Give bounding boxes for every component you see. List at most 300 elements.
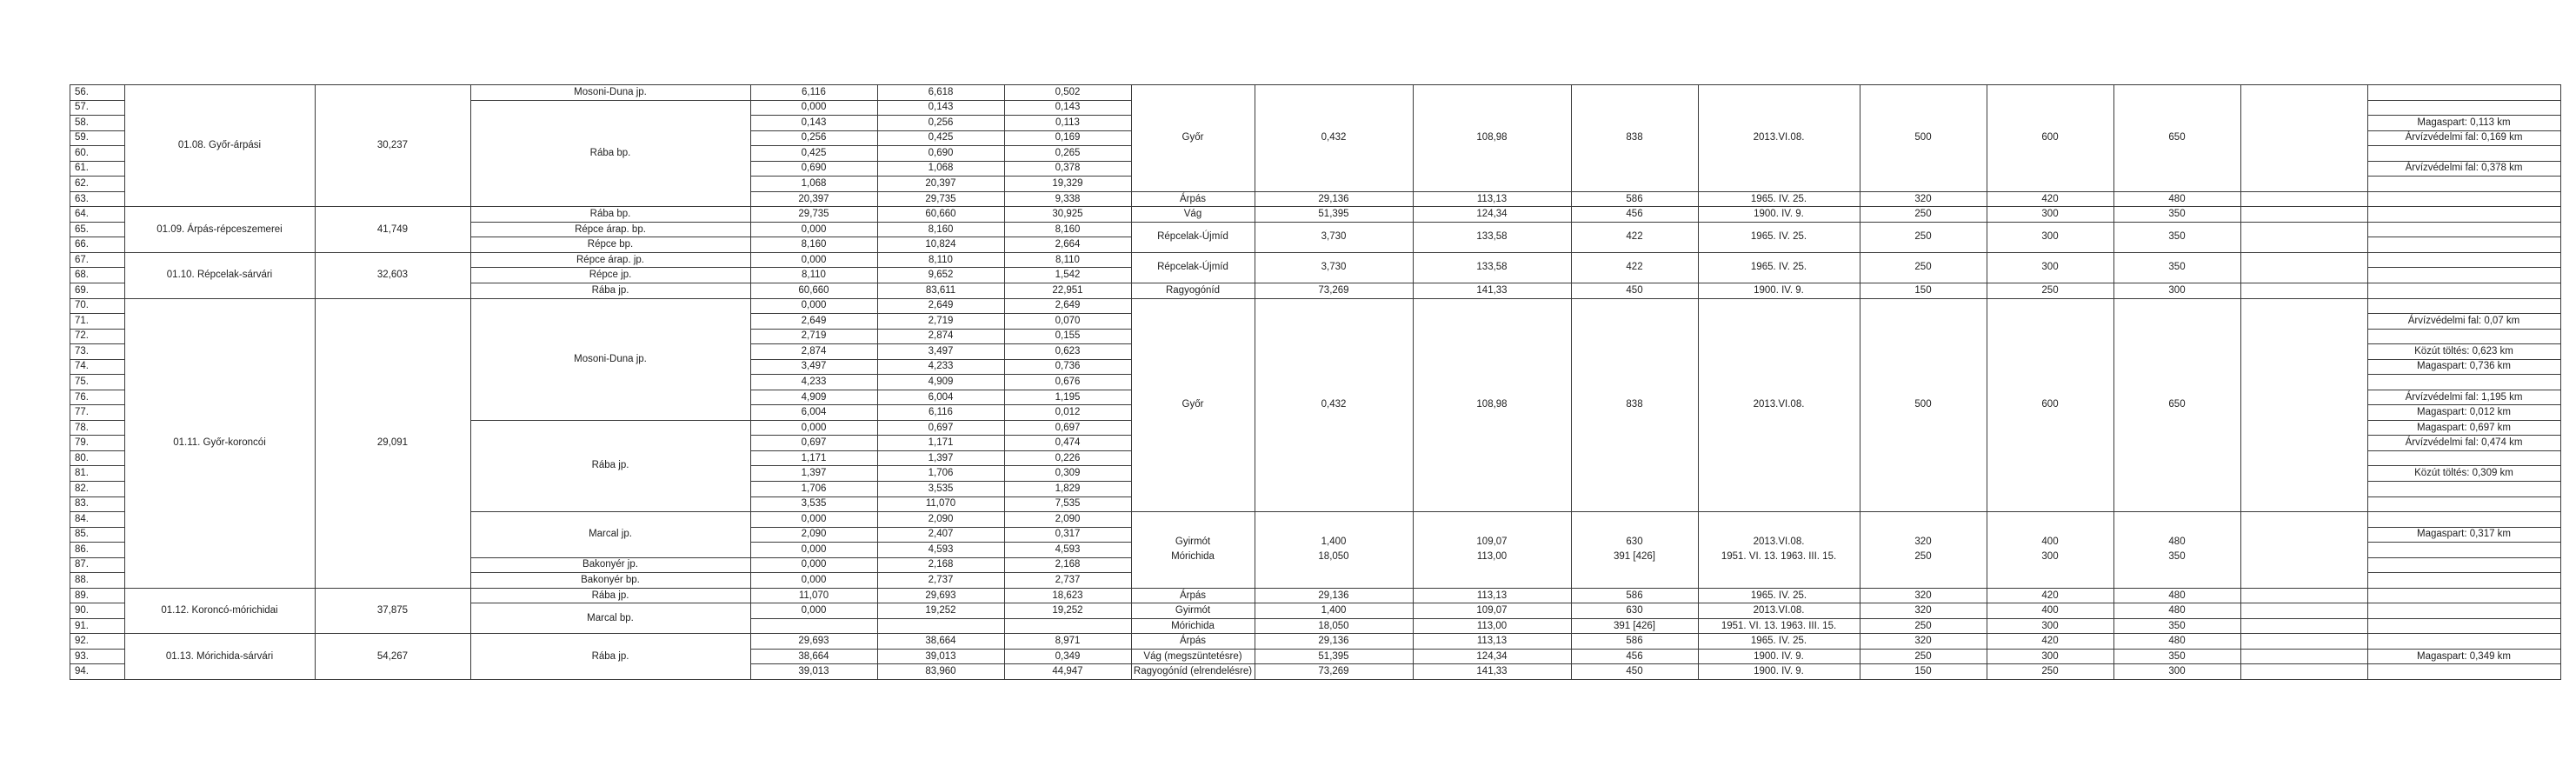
grid-line bbox=[2367, 404, 2561, 405]
grid-line bbox=[1131, 588, 1255, 589]
grid-line bbox=[470, 298, 751, 299]
grid-line bbox=[750, 527, 878, 528]
grid-line bbox=[70, 542, 125, 543]
to-km: 29,735 bbox=[925, 193, 956, 204]
from-km: 0,697 bbox=[801, 437, 827, 449]
grid-line bbox=[877, 481, 1005, 482]
grid-line bbox=[750, 649, 878, 650]
from-km: 29,693 bbox=[798, 636, 829, 647]
grid-line bbox=[877, 618, 1005, 619]
grid-line bbox=[2113, 588, 2241, 589]
row-number: 90. bbox=[75, 605, 89, 616]
grid-line bbox=[315, 298, 471, 299]
grid-line bbox=[70, 222, 125, 223]
highest-level: 391 [426] bbox=[1614, 620, 1655, 631]
record-date: 1900. IV. 9. bbox=[1754, 209, 1804, 220]
grid-line bbox=[2240, 252, 2368, 253]
grid-line bbox=[1255, 511, 1414, 512]
length-km: 4,593 bbox=[1055, 543, 1081, 555]
grid-line bbox=[877, 343, 1005, 344]
length-km: 8,971 bbox=[1055, 636, 1081, 647]
alert-level-1: 250 bbox=[1914, 209, 1932, 220]
from-km: 0,000 bbox=[801, 422, 827, 433]
gauge-zero: 108,98 bbox=[1476, 399, 1508, 410]
grid-line bbox=[1004, 252, 1132, 253]
grid-line bbox=[1004, 313, 1132, 314]
length-km: 9,338 bbox=[1055, 193, 1081, 204]
grid-line bbox=[1987, 191, 2114, 192]
structure-note: Árvízvédelmi fal: 0,474 km bbox=[2405, 437, 2523, 449]
length-km: 0,113 bbox=[1055, 117, 1080, 128]
grid-line bbox=[70, 298, 125, 299]
record-date: 1900. IV. 9. bbox=[1754, 650, 1804, 662]
grid-line bbox=[2367, 374, 2561, 375]
river-bank: Mosoni-Duna jp. bbox=[574, 86, 647, 97]
from-km: 4,909 bbox=[801, 391, 827, 403]
alert-level-1: 320 bbox=[1914, 605, 1932, 616]
structure-note: Magaspart: 0,349 km bbox=[2416, 650, 2512, 662]
to-km: 2,090 bbox=[928, 513, 954, 524]
section-length: 41,749 bbox=[376, 223, 409, 235]
gauge-station: Győr bbox=[1181, 132, 1204, 143]
grid-line bbox=[1004, 115, 1132, 116]
grid-line bbox=[877, 496, 1005, 497]
grid-line bbox=[70, 420, 125, 421]
alert-level-1: 150 bbox=[1914, 284, 1932, 296]
grid-line bbox=[2367, 481, 2561, 482]
grid-line bbox=[2240, 511, 2368, 512]
structure-note: Magaspart: 0,317 km bbox=[2416, 529, 2512, 540]
grid-line bbox=[70, 176, 125, 177]
alert-level-2: 420 bbox=[2041, 636, 2059, 647]
from-km: 11,070 bbox=[798, 590, 829, 601]
river-km: 0,432 bbox=[1321, 132, 1347, 143]
grid-line bbox=[2240, 633, 2368, 634]
grid-line bbox=[2240, 298, 2368, 299]
grid-line bbox=[2367, 496, 2561, 497]
grid-line bbox=[877, 298, 1005, 299]
river-km: 3,730 bbox=[1321, 231, 1347, 243]
grid-line bbox=[877, 572, 1005, 573]
grid-line bbox=[2240, 663, 2368, 664]
grid-line bbox=[1860, 633, 1987, 634]
grid-line bbox=[1004, 633, 1132, 634]
grid-line bbox=[750, 633, 878, 634]
row-number: 83. bbox=[75, 498, 89, 510]
length-km: 0,143 bbox=[1055, 102, 1081, 113]
grid-line bbox=[877, 465, 1005, 466]
river-bank: Rába jp. bbox=[591, 590, 629, 601]
to-km: 2,407 bbox=[928, 529, 954, 540]
grid-line bbox=[750, 161, 878, 162]
grid-line bbox=[1004, 100, 1132, 101]
grid-line bbox=[2367, 572, 2561, 573]
gauge-zero: 133,58 bbox=[1476, 231, 1508, 243]
grid-line bbox=[470, 557, 751, 558]
to-km: 0,143 bbox=[928, 102, 954, 113]
grid-line bbox=[1004, 130, 1132, 131]
grid-line bbox=[1131, 511, 1255, 512]
length-km: 30,925 bbox=[1052, 209, 1083, 220]
gauge-zero: 109,07 bbox=[1476, 605, 1508, 616]
from-km: 6,004 bbox=[801, 407, 827, 418]
grid-line bbox=[750, 404, 878, 405]
grid-line bbox=[2240, 649, 2368, 650]
river-km: 73,269 bbox=[1318, 284, 1349, 296]
length-km: 8,110 bbox=[1055, 254, 1080, 265]
grid-line bbox=[70, 145, 125, 146]
gauge-station: Győr bbox=[1181, 399, 1204, 410]
river-km: 51,395 bbox=[1318, 209, 1349, 220]
grid-line bbox=[70, 100, 125, 101]
grid-line bbox=[470, 633, 751, 634]
section-name: 01.12. Koroncó-mórichidai bbox=[161, 605, 278, 616]
grid-line bbox=[124, 252, 316, 253]
alert-level-1: 320 bbox=[1914, 590, 1932, 601]
grid-line bbox=[70, 404, 125, 405]
to-km: 1,068 bbox=[928, 163, 954, 174]
grid-line bbox=[877, 374, 1005, 375]
grid-line bbox=[1860, 298, 1987, 299]
record-date: 2013.VI.08. bbox=[1753, 399, 1805, 410]
alert-level-3: 480 bbox=[2168, 605, 2186, 616]
structure-note: Árvízvédelmi fal: 0,378 km bbox=[2405, 163, 2523, 174]
from-km: 39,013 bbox=[798, 666, 829, 677]
grid-line bbox=[750, 374, 878, 375]
river-bank: Bakonyér bp. bbox=[581, 575, 640, 585]
grid-line bbox=[470, 420, 751, 421]
grid-line bbox=[1413, 298, 1572, 299]
grid-line bbox=[2367, 618, 2561, 619]
from-km: 38,664 bbox=[798, 650, 829, 662]
gauge-zero: 133,58 bbox=[1476, 262, 1508, 273]
river-bank: Bakonyér jp. bbox=[582, 559, 638, 570]
grid-line bbox=[1987, 649, 2114, 650]
grid-line bbox=[70, 206, 125, 207]
grid-line bbox=[1004, 374, 1132, 375]
length-km: 1,542 bbox=[1055, 270, 1081, 281]
gauge-station: Répcelak-Újmíd bbox=[1157, 262, 1228, 273]
gauge-station: Árpás bbox=[1179, 590, 1207, 601]
to-km: 29,693 bbox=[925, 590, 956, 601]
grid-line bbox=[1987, 588, 2114, 589]
from-km: 3,497 bbox=[801, 361, 827, 372]
gauge-station: Mórichida bbox=[1171, 620, 1215, 631]
structure-note: Magaspart: 0,113 km bbox=[2417, 117, 2511, 128]
structure-note: Közút töltés: 0,309 km bbox=[2414, 468, 2513, 479]
grid-line bbox=[1004, 404, 1132, 405]
grid-line bbox=[2367, 206, 2561, 207]
river-bank: Marcal jp. bbox=[589, 529, 632, 540]
grid-line bbox=[2367, 145, 2561, 146]
from-km: 8,110 bbox=[802, 270, 826, 281]
grid-line bbox=[1987, 206, 2114, 207]
grid-line bbox=[1255, 252, 1414, 253]
river-km: 1,400 bbox=[1321, 536, 1347, 548]
length-km: 44,947 bbox=[1052, 666, 1083, 677]
grid-line bbox=[1698, 663, 1860, 664]
river-km: 29,136 bbox=[1318, 636, 1349, 647]
to-km: 4,593 bbox=[928, 543, 954, 555]
grid-line bbox=[750, 176, 878, 177]
grid-line bbox=[1131, 252, 1255, 253]
grid-line bbox=[877, 588, 1005, 589]
grid-line bbox=[1413, 206, 1572, 207]
grid-line bbox=[70, 359, 125, 360]
grid-line bbox=[70, 481, 125, 482]
grid-line bbox=[1698, 649, 1860, 650]
from-km: 1,171 bbox=[801, 452, 827, 463]
grid-line bbox=[750, 359, 878, 360]
section-name: 01.09. Árpás-répceszemerei bbox=[156, 223, 283, 235]
river-bank: Mosoni-Duna jp. bbox=[574, 353, 647, 364]
gauge-zero: 113,13 bbox=[1476, 636, 1508, 647]
grid-line bbox=[124, 633, 316, 634]
length-km: 0,155 bbox=[1055, 330, 1081, 342]
grid-line bbox=[877, 161, 1005, 162]
row-number: 85. bbox=[75, 529, 89, 540]
to-km: 11,070 bbox=[925, 498, 956, 510]
from-km: 1,706 bbox=[801, 483, 827, 494]
grid-line bbox=[2113, 511, 2241, 512]
grid-line bbox=[2113, 252, 2241, 253]
grid-line bbox=[1571, 206, 1699, 207]
record-date: 1951. VI. 13. 1963. III. 15. bbox=[1721, 551, 1837, 563]
grid-line bbox=[750, 267, 878, 268]
row-number: 71. bbox=[75, 315, 89, 326]
grid-line bbox=[750, 252, 878, 253]
grid-line bbox=[2367, 527, 2561, 528]
grid-line bbox=[2367, 222, 2561, 223]
grid-line bbox=[470, 252, 751, 253]
grid-line bbox=[1131, 663, 1255, 664]
from-km: 60,660 bbox=[798, 284, 829, 296]
grid-line bbox=[877, 130, 1005, 131]
structure-note: Magaspart: 0,736 km bbox=[2416, 361, 2512, 372]
grid-line bbox=[1004, 329, 1132, 330]
grid-line bbox=[2367, 191, 2561, 192]
alert-level-1: 250 bbox=[1914, 231, 1932, 243]
grid-line bbox=[1571, 511, 1699, 512]
grid-line bbox=[750, 130, 878, 131]
alert-level-3: 480 bbox=[2168, 536, 2186, 548]
grid-line bbox=[750, 222, 878, 223]
row-number: 75. bbox=[75, 377, 89, 387]
grid-line bbox=[750, 481, 878, 482]
grid-line bbox=[1987, 222, 2114, 223]
grid-line bbox=[2367, 663, 2561, 664]
grid-line bbox=[750, 191, 878, 192]
to-km: 4,909 bbox=[928, 377, 954, 387]
grid-line bbox=[2367, 313, 2561, 314]
grid-line bbox=[750, 115, 878, 116]
alert-level-1: 250 bbox=[1914, 620, 1932, 631]
grid-line bbox=[1698, 84, 1699, 680]
grid-line bbox=[1004, 191, 1132, 192]
gauge-station: Vág bbox=[1183, 209, 1202, 220]
grid-line bbox=[2367, 649, 2561, 650]
gauge-station: Vág (megszüntetésre) bbox=[1143, 650, 1242, 662]
from-km: 0,000 bbox=[801, 300, 827, 311]
grid-line bbox=[877, 420, 1005, 421]
grid-line bbox=[877, 527, 1005, 528]
length-km: 2,090 bbox=[1055, 513, 1081, 524]
row-number: 79. bbox=[75, 437, 89, 449]
grid-line bbox=[2367, 542, 2561, 543]
grid-line bbox=[70, 84, 2561, 85]
to-km: 19,252 bbox=[925, 605, 956, 616]
grid-line bbox=[877, 633, 1005, 634]
grid-line bbox=[1004, 359, 1132, 360]
section-name: 01.10. Répcelak-sárvári bbox=[166, 270, 273, 281]
alert-level-2: 300 bbox=[2041, 551, 2059, 563]
row-number: 84. bbox=[75, 513, 89, 524]
grid-line bbox=[70, 450, 125, 451]
grid-line bbox=[2113, 633, 2241, 634]
grid-line bbox=[1131, 618, 1255, 619]
from-km: 20,397 bbox=[798, 193, 829, 204]
structure-note: Árvízvédelmi fal: 0,07 km bbox=[2407, 315, 2520, 326]
to-km: 60,660 bbox=[925, 209, 956, 220]
grid-line bbox=[2367, 100, 2561, 101]
row-number: 91. bbox=[75, 620, 89, 631]
grid-line bbox=[750, 465, 878, 466]
from-km: 2,874 bbox=[801, 345, 827, 357]
grid-line bbox=[877, 542, 1005, 543]
record-date: 1965. IV. 25. bbox=[1750, 231, 1807, 243]
alert-level-3: 300 bbox=[2168, 284, 2186, 296]
to-km: 0,697 bbox=[928, 422, 954, 433]
length-km: 22,951 bbox=[1052, 284, 1083, 296]
grid-line bbox=[2113, 84, 2114, 680]
to-km: 2,649 bbox=[928, 300, 954, 311]
from-km: 0,000 bbox=[801, 559, 827, 570]
record-date: 1900. IV. 9. bbox=[1754, 666, 1804, 677]
grid-line bbox=[750, 84, 751, 680]
grid-line bbox=[877, 313, 1005, 314]
alert-level-3: 480 bbox=[2168, 636, 2186, 647]
length-km: 7,535 bbox=[1055, 498, 1081, 510]
grid-line bbox=[1004, 450, 1132, 451]
structure-note: Magaspart: 0,012 km bbox=[2416, 407, 2512, 418]
grid-line bbox=[1413, 252, 1572, 253]
grid-line bbox=[1004, 649, 1132, 650]
grid-line bbox=[750, 100, 878, 101]
grid-line bbox=[70, 191, 125, 192]
grid-line bbox=[1571, 222, 1699, 223]
grid-line bbox=[70, 115, 125, 116]
to-km: 8,160 bbox=[928, 223, 954, 235]
to-km: 8,110 bbox=[929, 254, 953, 265]
alert-level-3: 350 bbox=[2168, 551, 2186, 563]
grid-line bbox=[1131, 633, 1255, 634]
grid-line bbox=[1987, 618, 2114, 619]
to-km: 1,171 bbox=[928, 437, 954, 449]
from-km: 0,000 bbox=[801, 223, 827, 235]
grid-line bbox=[1571, 191, 1699, 192]
record-date: 1965. IV. 25. bbox=[1750, 636, 1807, 647]
grid-line bbox=[470, 84, 471, 680]
grid-line bbox=[1004, 481, 1132, 482]
river-km: 73,269 bbox=[1318, 666, 1349, 677]
highest-level: 450 bbox=[1626, 666, 1643, 677]
grid-line bbox=[1255, 191, 1414, 192]
grid-line bbox=[1987, 633, 2114, 634]
row-number: 94. bbox=[75, 666, 89, 677]
grid-line bbox=[750, 496, 878, 497]
grid-line bbox=[1004, 435, 1132, 436]
grid-line bbox=[877, 176, 1005, 177]
length-km: 0,502 bbox=[1055, 86, 1081, 97]
grid-line bbox=[1004, 527, 1132, 528]
length-km: 0,676 bbox=[1055, 377, 1081, 387]
from-km: 2,719 bbox=[801, 330, 827, 342]
to-km: 2,874 bbox=[928, 330, 954, 342]
grid-line bbox=[1571, 84, 1572, 680]
from-km: 0,000 bbox=[801, 575, 827, 585]
grid-line bbox=[70, 343, 125, 344]
structure-note: Közút töltés: 0,623 km bbox=[2414, 345, 2513, 357]
gauge-zero: 141,33 bbox=[1476, 666, 1508, 677]
from-km: 0,000 bbox=[801, 513, 827, 524]
grid-line bbox=[750, 298, 878, 299]
row-number: 68. bbox=[75, 270, 89, 281]
section-length: 29,091 bbox=[376, 437, 409, 449]
alert-level-2: 250 bbox=[2041, 284, 2059, 296]
grid-line bbox=[750, 420, 878, 421]
highest-level: 838 bbox=[1626, 399, 1643, 410]
grid-line bbox=[1004, 343, 1132, 344]
grid-line bbox=[877, 435, 1005, 436]
grid-line bbox=[1698, 298, 1860, 299]
grid-line bbox=[470, 222, 751, 223]
grid-line bbox=[1004, 161, 1132, 162]
grid-line bbox=[877, 663, 1005, 664]
row-number: 81. bbox=[75, 468, 89, 479]
from-km: 0,143 bbox=[801, 117, 827, 128]
gauge-station: Gyirmót bbox=[1175, 536, 1211, 548]
grid-line bbox=[70, 557, 125, 558]
river-bank: Rába bp. bbox=[589, 147, 631, 158]
grid-line bbox=[1860, 511, 1987, 512]
grid-line bbox=[124, 298, 316, 299]
length-km: 0,378 bbox=[1055, 163, 1081, 174]
gauge-zero: 113,00 bbox=[1476, 551, 1508, 563]
highest-level: 838 bbox=[1626, 132, 1643, 143]
grid-line bbox=[2367, 557, 2561, 558]
grid-line bbox=[1698, 191, 1860, 192]
section-length: 30,237 bbox=[376, 140, 409, 151]
grid-line bbox=[1004, 542, 1132, 543]
grid-line bbox=[1860, 588, 1987, 589]
to-km: 83,960 bbox=[925, 666, 956, 677]
grid-line bbox=[1004, 206, 1132, 207]
grid-line bbox=[877, 649, 1005, 650]
gauge-station: Gyirmót bbox=[1175, 605, 1211, 616]
row-number: 73. bbox=[75, 345, 89, 357]
gauge-station: Répcelak-Újmíd bbox=[1157, 231, 1228, 243]
river-bank: Rába jp. bbox=[591, 650, 629, 662]
grid-line bbox=[1255, 588, 1414, 589]
from-km: 0,690 bbox=[801, 163, 827, 174]
grid-line bbox=[2113, 206, 2241, 207]
grid-line bbox=[315, 633, 471, 634]
from-km: 0,000 bbox=[801, 102, 827, 113]
alert-level-3: 650 bbox=[2168, 399, 2186, 410]
grid-line bbox=[1004, 511, 1132, 512]
structure-note: Magaspart: 0,697 km bbox=[2416, 422, 2512, 433]
grid-line bbox=[1004, 588, 1132, 589]
